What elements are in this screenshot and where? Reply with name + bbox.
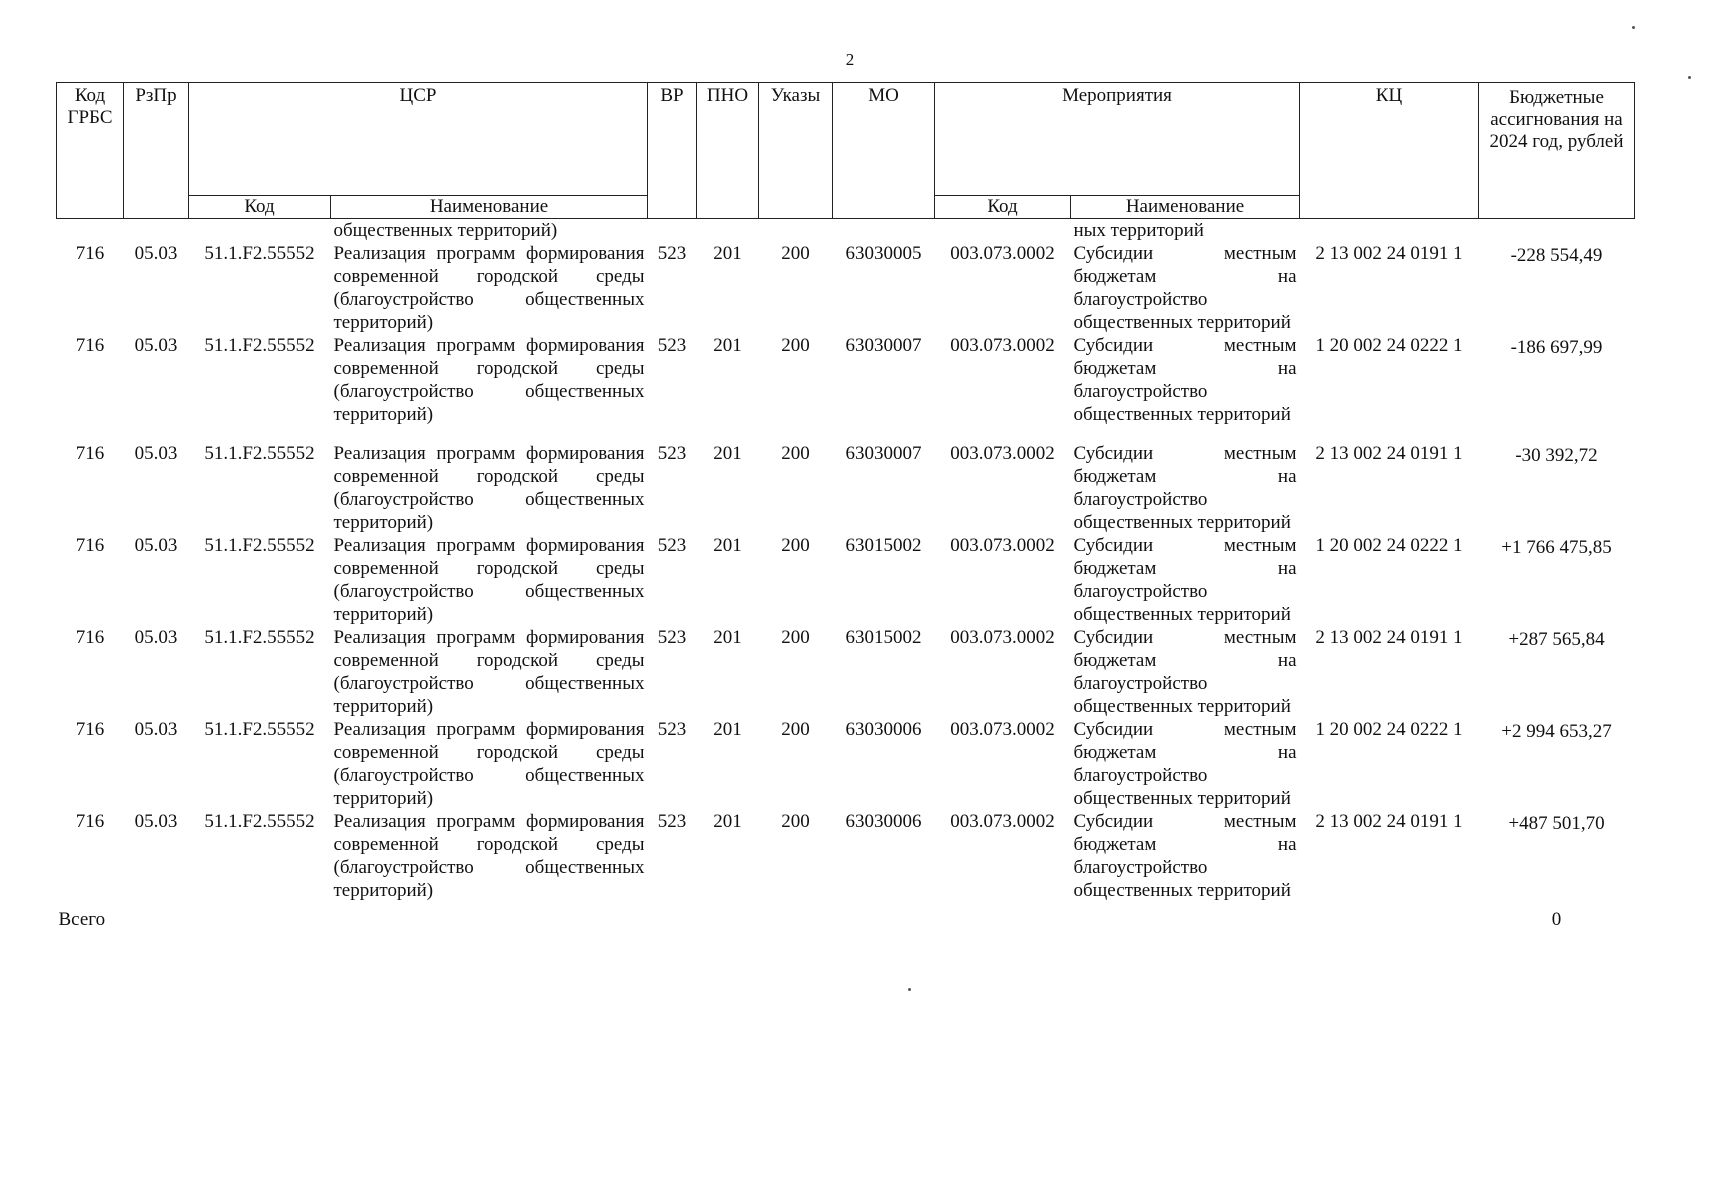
- header-rzpr: РзПр: [124, 83, 189, 219]
- cell-csr-name: Реализация программ формирования современной городской среды (благоустройство общественных территорий): [333, 627, 645, 717]
- cell-csr-code: 51.1.F2.55552: [204, 535, 315, 556]
- cell-kc: 2 13 002 24 0191 1: [1315, 811, 1463, 832]
- cell-csr-code: 51.1.F2.55552: [204, 243, 315, 264]
- cell-csr-name: Реализация программ формирования современной городской среды (благоустройство общественных территорий): [333, 719, 645, 809]
- cell-mer-code: 003.073.0002: [950, 627, 1055, 648]
- table-row: [57, 334, 1635, 426]
- cell-pno: 201: [713, 627, 742, 648]
- header-mo: МО: [833, 83, 935, 219]
- cell-rzpr: 05.03: [134, 535, 178, 556]
- cell-kc: 2 13 002 24 0191 1: [1315, 443, 1463, 464]
- cell-pno: 201: [713, 811, 742, 832]
- cell-mer-code: 003.073.0002: [950, 811, 1055, 832]
- header-grbs: Код ГРБС: [57, 83, 124, 219]
- cell-vr: 523: [657, 719, 687, 740]
- cell-mo: 63030007: [845, 335, 922, 356]
- cell-mer-code: 003.073.0002: [950, 535, 1055, 556]
- cell-csr-code: 51.1.F2.55552: [204, 335, 315, 356]
- cell-grbs: 716: [75, 627, 105, 648]
- cell-csr-code: 51.1.F2.55552: [204, 627, 315, 648]
- cell-grbs: 716: [75, 443, 105, 464]
- table-header: [57, 83, 1635, 219]
- table-row: [57, 534, 1635, 626]
- table-row: [57, 810, 1635, 902]
- cell-mer-code: 003.073.0002: [950, 243, 1055, 264]
- cell-rzpr: 05.03: [134, 335, 178, 356]
- cell-pno: 201: [713, 243, 742, 264]
- cell-vr: 523: [657, 535, 687, 556]
- cell-pno: 201: [713, 535, 742, 556]
- table-row: [57, 442, 1635, 534]
- cell-mer-name: Субсидии местным бюджетам на благоустройство общественных территорий: [1073, 719, 1297, 809]
- cell-mer-code: 003.073.0002: [950, 719, 1055, 740]
- cell-pno: 201: [713, 335, 742, 356]
- page-number: 2: [845, 50, 855, 69]
- cell-csr-code: 51.1.F2.55552: [204, 811, 315, 832]
- cell-mer-code: 003.073.0002: [950, 443, 1055, 464]
- cell-ukazy: 200: [781, 627, 810, 648]
- cell-csr-code: 51.1.F2.55552: [204, 443, 315, 464]
- total-sum: 0: [1551, 909, 1562, 930]
- cell-grbs: 716: [75, 243, 105, 264]
- cell-grbs: 716: [75, 335, 105, 356]
- header-csr-name: Наименование: [331, 196, 648, 219]
- scan-artifact: [908, 988, 911, 991]
- cell-mer-name: Субсидии местным бюджетам на благоустройство общественных территорий: [1073, 443, 1297, 533]
- cell-csr-code: 51.1.F2.55552: [204, 719, 315, 740]
- cell-budget-sum: +1 766 475,85: [1501, 537, 1612, 558]
- cell-rzpr: 05.03: [134, 811, 178, 832]
- header-pno: ПНО: [697, 83, 759, 219]
- total-row: [57, 902, 1635, 931]
- cell-csr-name: Реализация программ формирования современной городской среды (благоустройство общественных территорий): [333, 335, 645, 425]
- cell-ukazy: 200: [781, 443, 810, 464]
- cell-grbs: 716: [75, 535, 105, 556]
- cell-kc: 1 20 002 24 0222 1: [1315, 335, 1463, 356]
- cell-budget-sum: -30 392,72: [1515, 445, 1598, 466]
- header-kc: КЦ: [1300, 83, 1479, 219]
- cell-rzpr: 05.03: [134, 443, 178, 464]
- cell-ukazy: 200: [781, 719, 810, 740]
- cell-mo: 63030005: [845, 243, 922, 264]
- row-spacer: [57, 426, 1635, 442]
- header-csr-code: Код: [189, 196, 331, 219]
- cell-rzpr: 05.03: [134, 627, 178, 648]
- cell-grbs: 716: [75, 719, 105, 740]
- cell-mer-name: Субсидии местным бюджетам на благоустройство общественных территорий: [1073, 627, 1297, 717]
- cell-mo: 63030006: [845, 811, 922, 832]
- table-row: [57, 718, 1635, 810]
- budget-allocation-table: [56, 82, 1635, 931]
- header-meropriyatiya: Мероприятия: [935, 83, 1300, 196]
- cell-kc: 2 13 002 24 0191 1: [1315, 627, 1463, 648]
- cell-csr-name: Реализация программ формирования современной городской среды (благоустройство общественных территорий): [333, 535, 645, 625]
- cell-mo: 63015002: [845, 535, 922, 556]
- cell-budget-sum: +2 994 653,27: [1501, 721, 1612, 742]
- header-ukazy: Указы: [759, 83, 833, 219]
- cell-kc: 1 20 002 24 0222 1: [1315, 535, 1463, 556]
- cell-vr: 523: [657, 811, 687, 832]
- cell-vr: 523: [657, 335, 687, 356]
- cell-budget-sum: +287 565,84: [1508, 629, 1605, 650]
- cell-vr: 523: [657, 627, 687, 648]
- cell-rzpr: 05.03: [134, 243, 178, 264]
- cell-mer-name: Субсидии местным бюджетам на благоустройство общественных территорий: [1073, 243, 1297, 333]
- cell-vr: 523: [657, 243, 687, 264]
- scan-artifact: [1632, 26, 1635, 29]
- cell-csr-name: Реализация программ формирования современной городской среды (благоустройство общественных территорий): [333, 243, 645, 333]
- cell-grbs: 716: [75, 811, 105, 832]
- header-csr: ЦСР: [189, 83, 648, 196]
- cell-mo: 63030007: [845, 443, 922, 464]
- cell-pno: 201: [713, 719, 742, 740]
- continuation-row: [57, 219, 1635, 243]
- header-mer-code: Код: [935, 196, 1071, 219]
- cell-vr: 523: [657, 443, 687, 464]
- table-row: [57, 626, 1635, 718]
- cell-mo: 63030006: [845, 719, 922, 740]
- cell-mer-name: Субсидии местным бюджетам на благоустройство общественных территорий: [1073, 811, 1297, 901]
- header-vr: ВР: [648, 83, 697, 219]
- cell-csr-name: Реализация программ формирования современной городской среды (благоустройство общественных территорий): [333, 811, 645, 901]
- table-body: [57, 219, 1635, 932]
- cell-ukazy: 200: [781, 335, 810, 356]
- scan-artifact: [1688, 76, 1691, 79]
- cell-budget-sum: -228 554,49: [1510, 245, 1603, 266]
- cell-kc: 1 20 002 24 0222 1: [1315, 719, 1463, 740]
- cell-mer-name: Субсидии местным бюджетам на благоустройство общественных территорий: [1073, 535, 1297, 625]
- cell-mo: 63015002: [845, 627, 922, 648]
- header-budget: Бюджетные ассигнования на 2024 год, рублей: [1479, 83, 1635, 219]
- cell-mer-name: Субсидии местным бюджетам на благоустройство общественных территорий: [1073, 335, 1297, 425]
- budget-table-container: [56, 82, 1634, 931]
- cell-budget-sum: -186 697,99: [1510, 337, 1603, 358]
- cell-csr-name: Реализация программ формирования современной городской среды (благоустройство общественных территорий): [333, 443, 645, 533]
- row-spacer-cell: [57, 426, 1635, 442]
- cell-pno: 201: [713, 443, 742, 464]
- cell-ukazy: 200: [781, 811, 810, 832]
- continuation-mer-name: ных территорий: [1073, 220, 1204, 241]
- continuation-csr-name: общественных территорий): [333, 220, 558, 241]
- cell-kc: 2 13 002 24 0191 1: [1315, 243, 1463, 264]
- header-mer-name: Наименование: [1071, 196, 1300, 219]
- cell-mer-code: 003.073.0002: [950, 335, 1055, 356]
- cell-ukazy: 200: [781, 535, 810, 556]
- total-label: Всего: [58, 909, 106, 930]
- table-row: [57, 242, 1635, 334]
- cell-rzpr: 05.03: [134, 719, 178, 740]
- cell-ukazy: 200: [781, 243, 810, 264]
- cell-budget-sum: +487 501,70: [1508, 813, 1605, 834]
